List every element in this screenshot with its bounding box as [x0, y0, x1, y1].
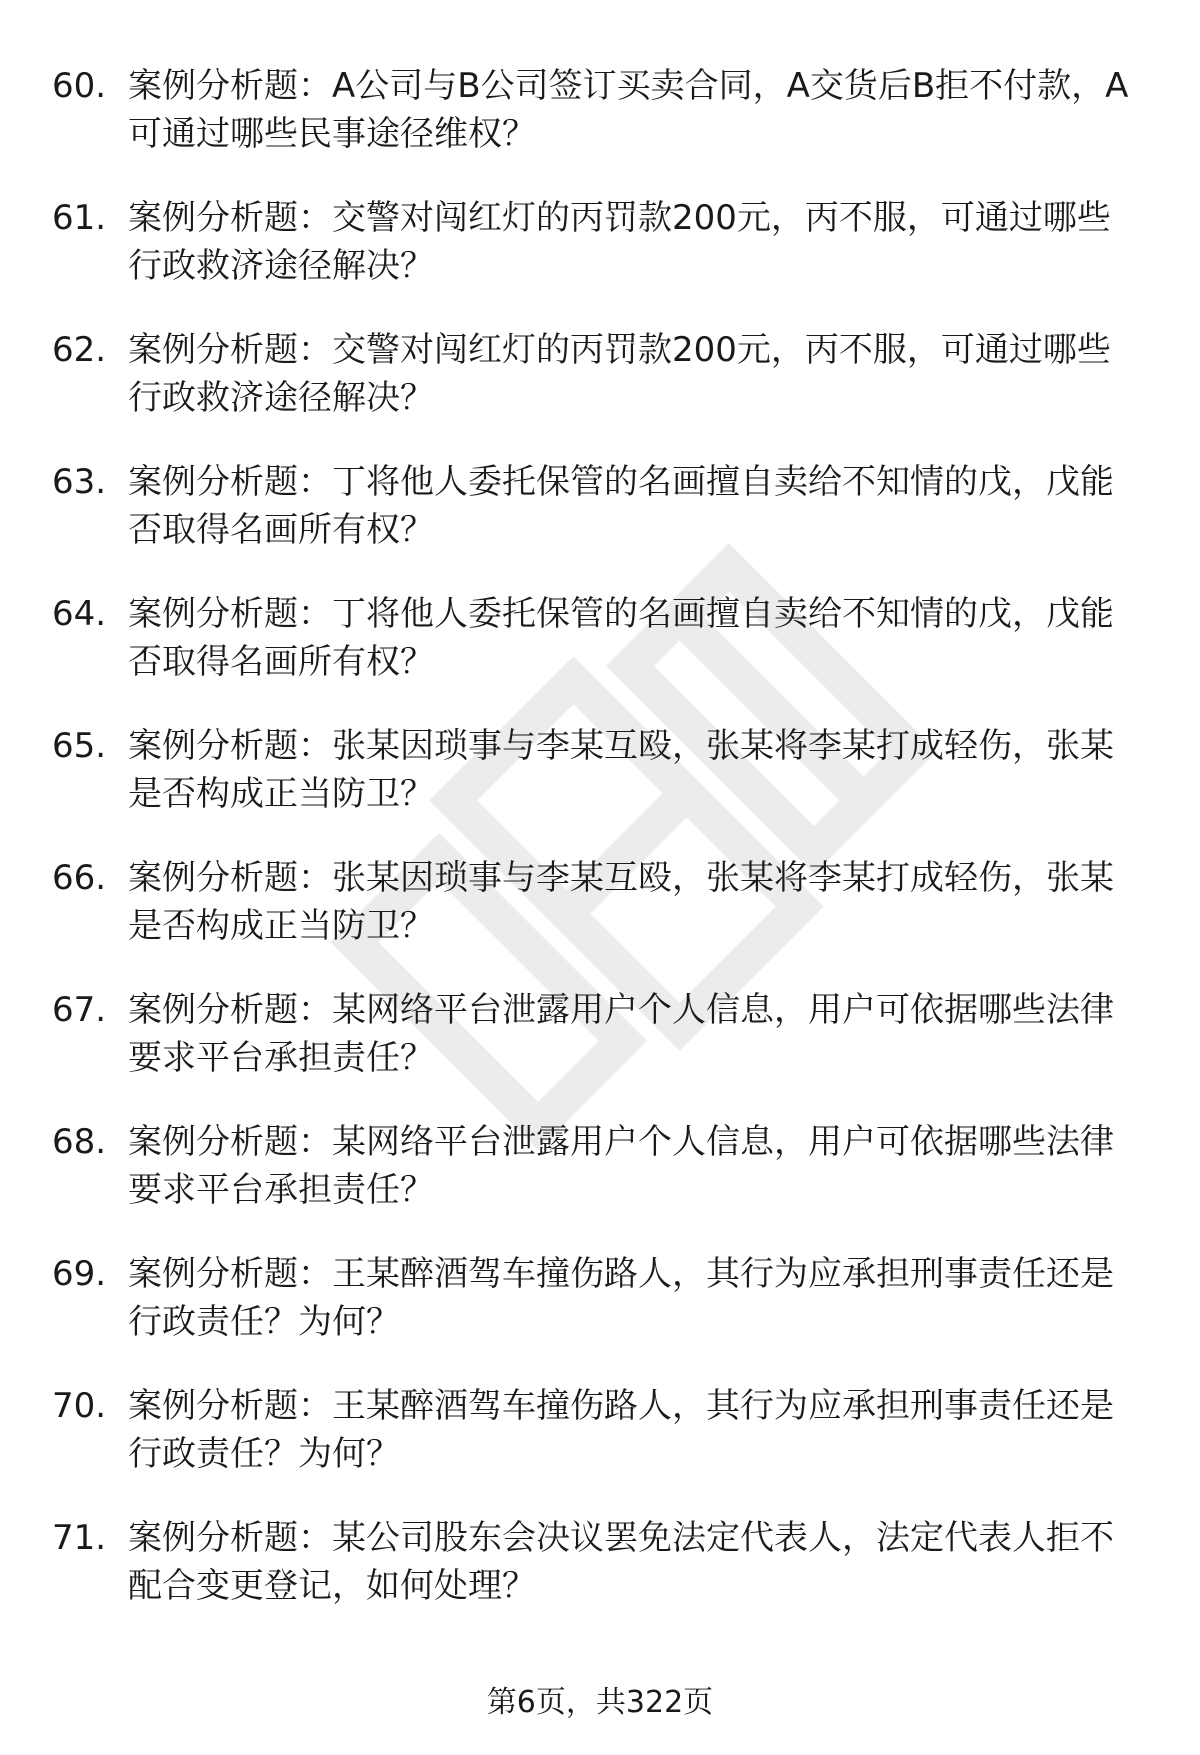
question-number: 61. — [52, 198, 107, 238]
page-footer: 第6页，共322页 — [486, 1685, 714, 1720]
question-text: 案例分析题：交警对闯红灯的丙罚款200元，丙不服，可通过哪些行政救济途径解决？ — [128, 198, 1111, 286]
question-text: 案例分析题：丁将他人委托保管的名画擅自卖给不知情的戊，戊能否取得名画所有权？ — [128, 594, 1114, 682]
question-number: 70. — [52, 1386, 107, 1426]
question-text: 案例分析题：王某醉酒驾车撞伤路人，其行为应承担刑事责任还是行政责任？为何？ — [128, 1386, 1114, 1474]
question-text: 案例分析题：某公司股东会决议罢免法定代表人，法定代表人拒不配合变更登记，如何处理？ — [128, 1518, 1114, 1606]
question-item — [0, 1250, 1200, 1382]
question-text: 案例分析题：A公司与B公司签订买卖合同，A交货后B拒不付款，A可通过哪些民事途径维权？ — [128, 66, 1129, 154]
question-item — [0, 194, 1200, 326]
question-item — [0, 722, 1200, 854]
question-number: 65. — [52, 726, 107, 766]
question-text: 案例分析题：某网络平台泄露用户个人信息，用户可依据哪些法律要求平台承担责任？ — [128, 1122, 1114, 1210]
question-text: 案例分析题：王某醉酒驾车撞伤路人，其行为应承担刑事责任还是行政责任？为何？ — [128, 1254, 1114, 1342]
question-item — [0, 854, 1200, 986]
question-item — [0, 458, 1200, 590]
question-text: 案例分析题：交警对闯红灯的丙罚款200元，丙不服，可通过哪些行政救济途径解决？ — [128, 330, 1111, 418]
question-number: 60. — [52, 66, 107, 106]
question-item — [0, 1382, 1200, 1514]
question-number: 64. — [52, 594, 107, 634]
question-item — [0, 1118, 1200, 1250]
question-text: 案例分析题：丁将他人委托保管的名画擅自卖给不知情的戊，戊能否取得名画所有权？ — [128, 462, 1114, 550]
question-number: 66. — [52, 858, 107, 898]
question-number: 68. — [52, 1122, 107, 1162]
question-number: 67. — [52, 990, 107, 1030]
question-number: 63. — [52, 462, 107, 502]
question-text: 案例分析题：某网络平台泄露用户个人信息，用户可依据哪些法律要求平台承担责任？ — [128, 990, 1114, 1078]
question-text: 案例分析题：张某因琐事与李某互殴，张某将李某打成轻伤，张某是否构成正当防卫？ — [128, 726, 1114, 814]
question-item — [0, 986, 1200, 1118]
question-text: 案例分析题：张某因琐事与李某互殴，张某将李某打成轻伤，张某是否构成正当防卫？ — [128, 858, 1114, 946]
question-number: 71. — [52, 1518, 107, 1558]
question-number: 69. — [52, 1254, 107, 1294]
question-item — [0, 1514, 1200, 1646]
question-item — [0, 62, 1200, 194]
question-item — [0, 326, 1200, 458]
question-list — [0, 62, 1200, 1646]
question-item — [0, 590, 1200, 722]
question-number: 62. — [52, 330, 107, 370]
